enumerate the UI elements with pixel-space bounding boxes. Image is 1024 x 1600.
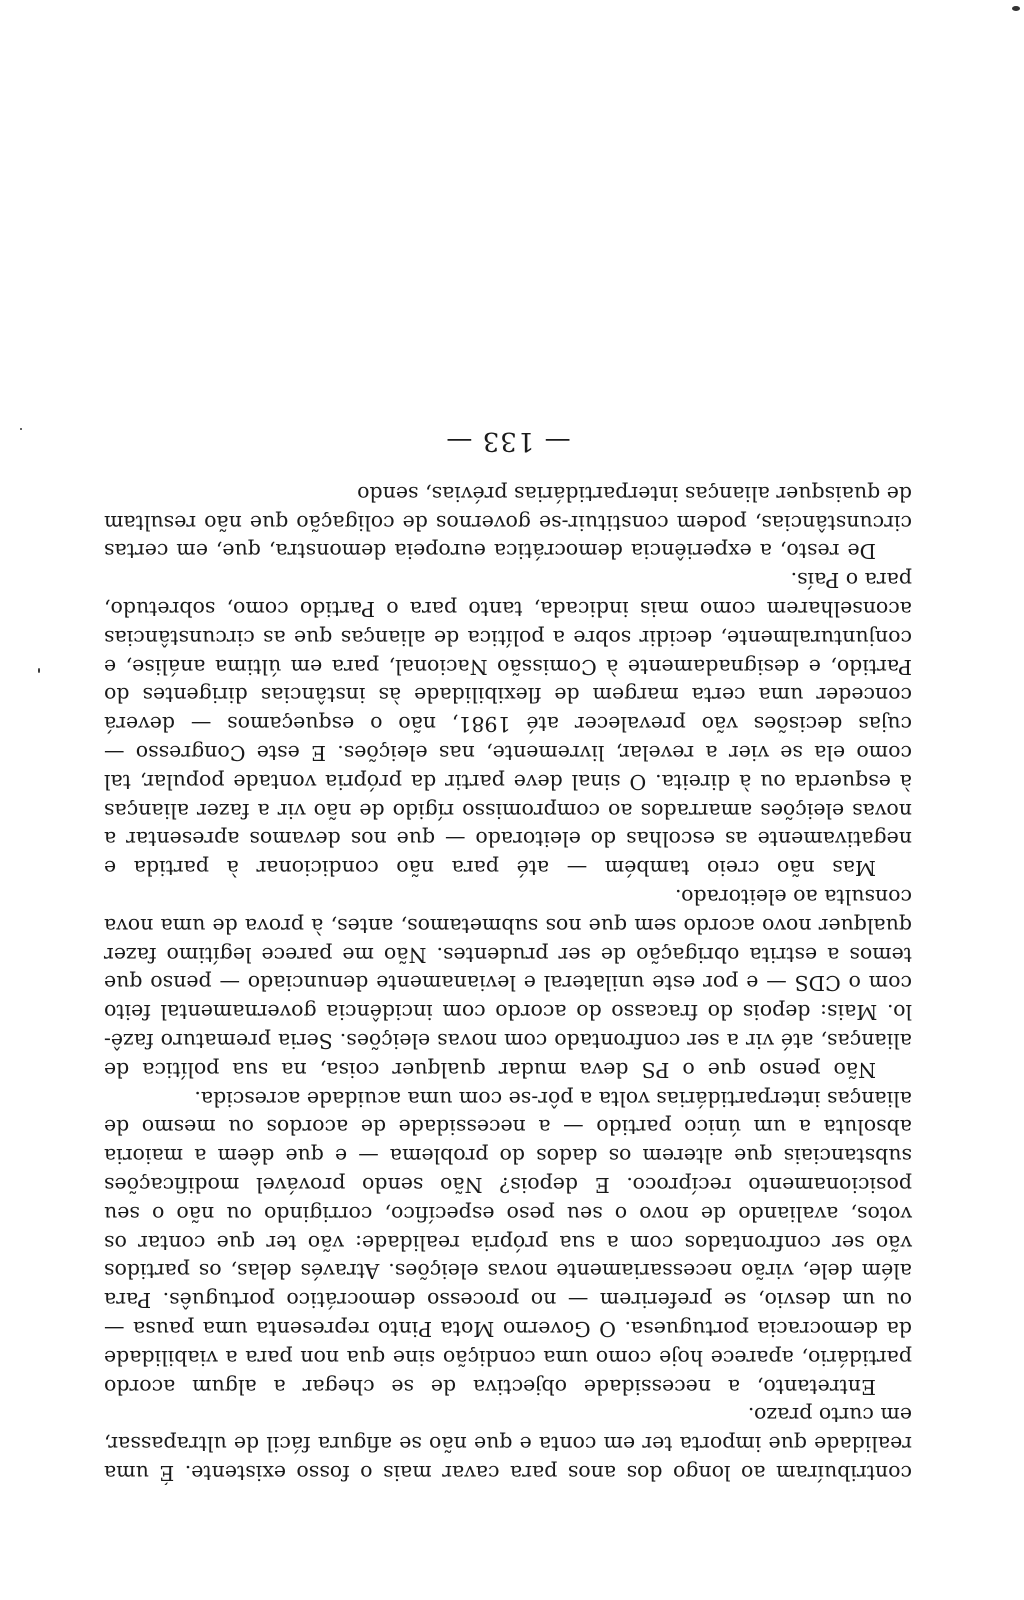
paragraph-2: Entretanto, a necessidade objectiva de se chegar a algum acordo partidário, aparece hoje como uma condição sine qua non para a viabilidade da democracia portuguesa. O Governo Mota Pinto representa uma pausa — ou um desvio, se preferirem — no processo democrático português. Para além dele, virão necessariamente novas eleições. Através delas, os partidos vão ser confrontados com a sua própria realidade: vão ter que contar os votos, avaliando de novo o seu peso específico, corrigindo ou não o seu posicionamento recíproco. E depois? Não sendo provável modificações substanciais que alterem os dados do problema — e que dêem a maioria absoluta a um único partido — a necessidade de acordos ou mesmo de alianças interpartidárias volta a pôr-se com uma acuidade acrescida.	[104, 1086, 912, 1399]
paragraph-4: Mas não creio também — até para não condicionar à partida e negativamente as escolhas do eleitorado — que nos devamos apresentar a novas eleições amarrados ao compromisso rígido de não vir a fazer alianças à esquerda ou à direita. O sinal deve partir da própria vontade popular, tal como ela se vier a revelar, livremente, nas eleições. E este Congresso — cujas decisões vão prevalecer até 1981, não o esqueçamos — deverá conceder uma certa margem de flexibilidade às instâncias dirigentes do Partido, e designadamente à Comissão Nacional, para em última análise, e conjunturalmente, decidir sobre a política de alianças que as circunstâncias aconselharem como mais indicada, tanto para o Partido como, sobretudo, para o País.	[104, 568, 912, 881]
scan-speck	[20, 428, 22, 430]
page-number: — 133 —	[445, 426, 571, 457]
paragraph-3: Não penso que o PS deva mudar qualquer coisa, na sua política de alianças, até vir a ser confrontado com novas eleições. Seria prematuro fazê-lo. Mais: depois do fracasso do acordo com incidência governamental feito com o CDS — e por este unilateral e levianamente denunciado — penso que temos a estrita obrigação de ser prudentes. Não me parece legítimo fazer qualquer novo acordo sem que nos submetamos, antes, à prova de uma nova consulta ao eleitorado.	[104, 885, 912, 1082]
scan-speck	[1012, 6, 1020, 11]
paragraph-1: contribuíram ao longo dos anos para cavar mais o fosso existente. É uma realidade que importa ter em conta e que não se afigura fácil de ultrapassar, em curto prazo.	[104, 1403, 912, 1485]
text-column	[104, 426, 912, 1487]
scan-speck	[38, 668, 40, 673]
paragraph-5: De resto, a experiência democrática europeia demonstra, que, em certas circunstâncias, podem constituir-se governos de coligação que não resultam de quaisquer alianças interpartidárias prévias, sendo	[104, 481, 912, 564]
